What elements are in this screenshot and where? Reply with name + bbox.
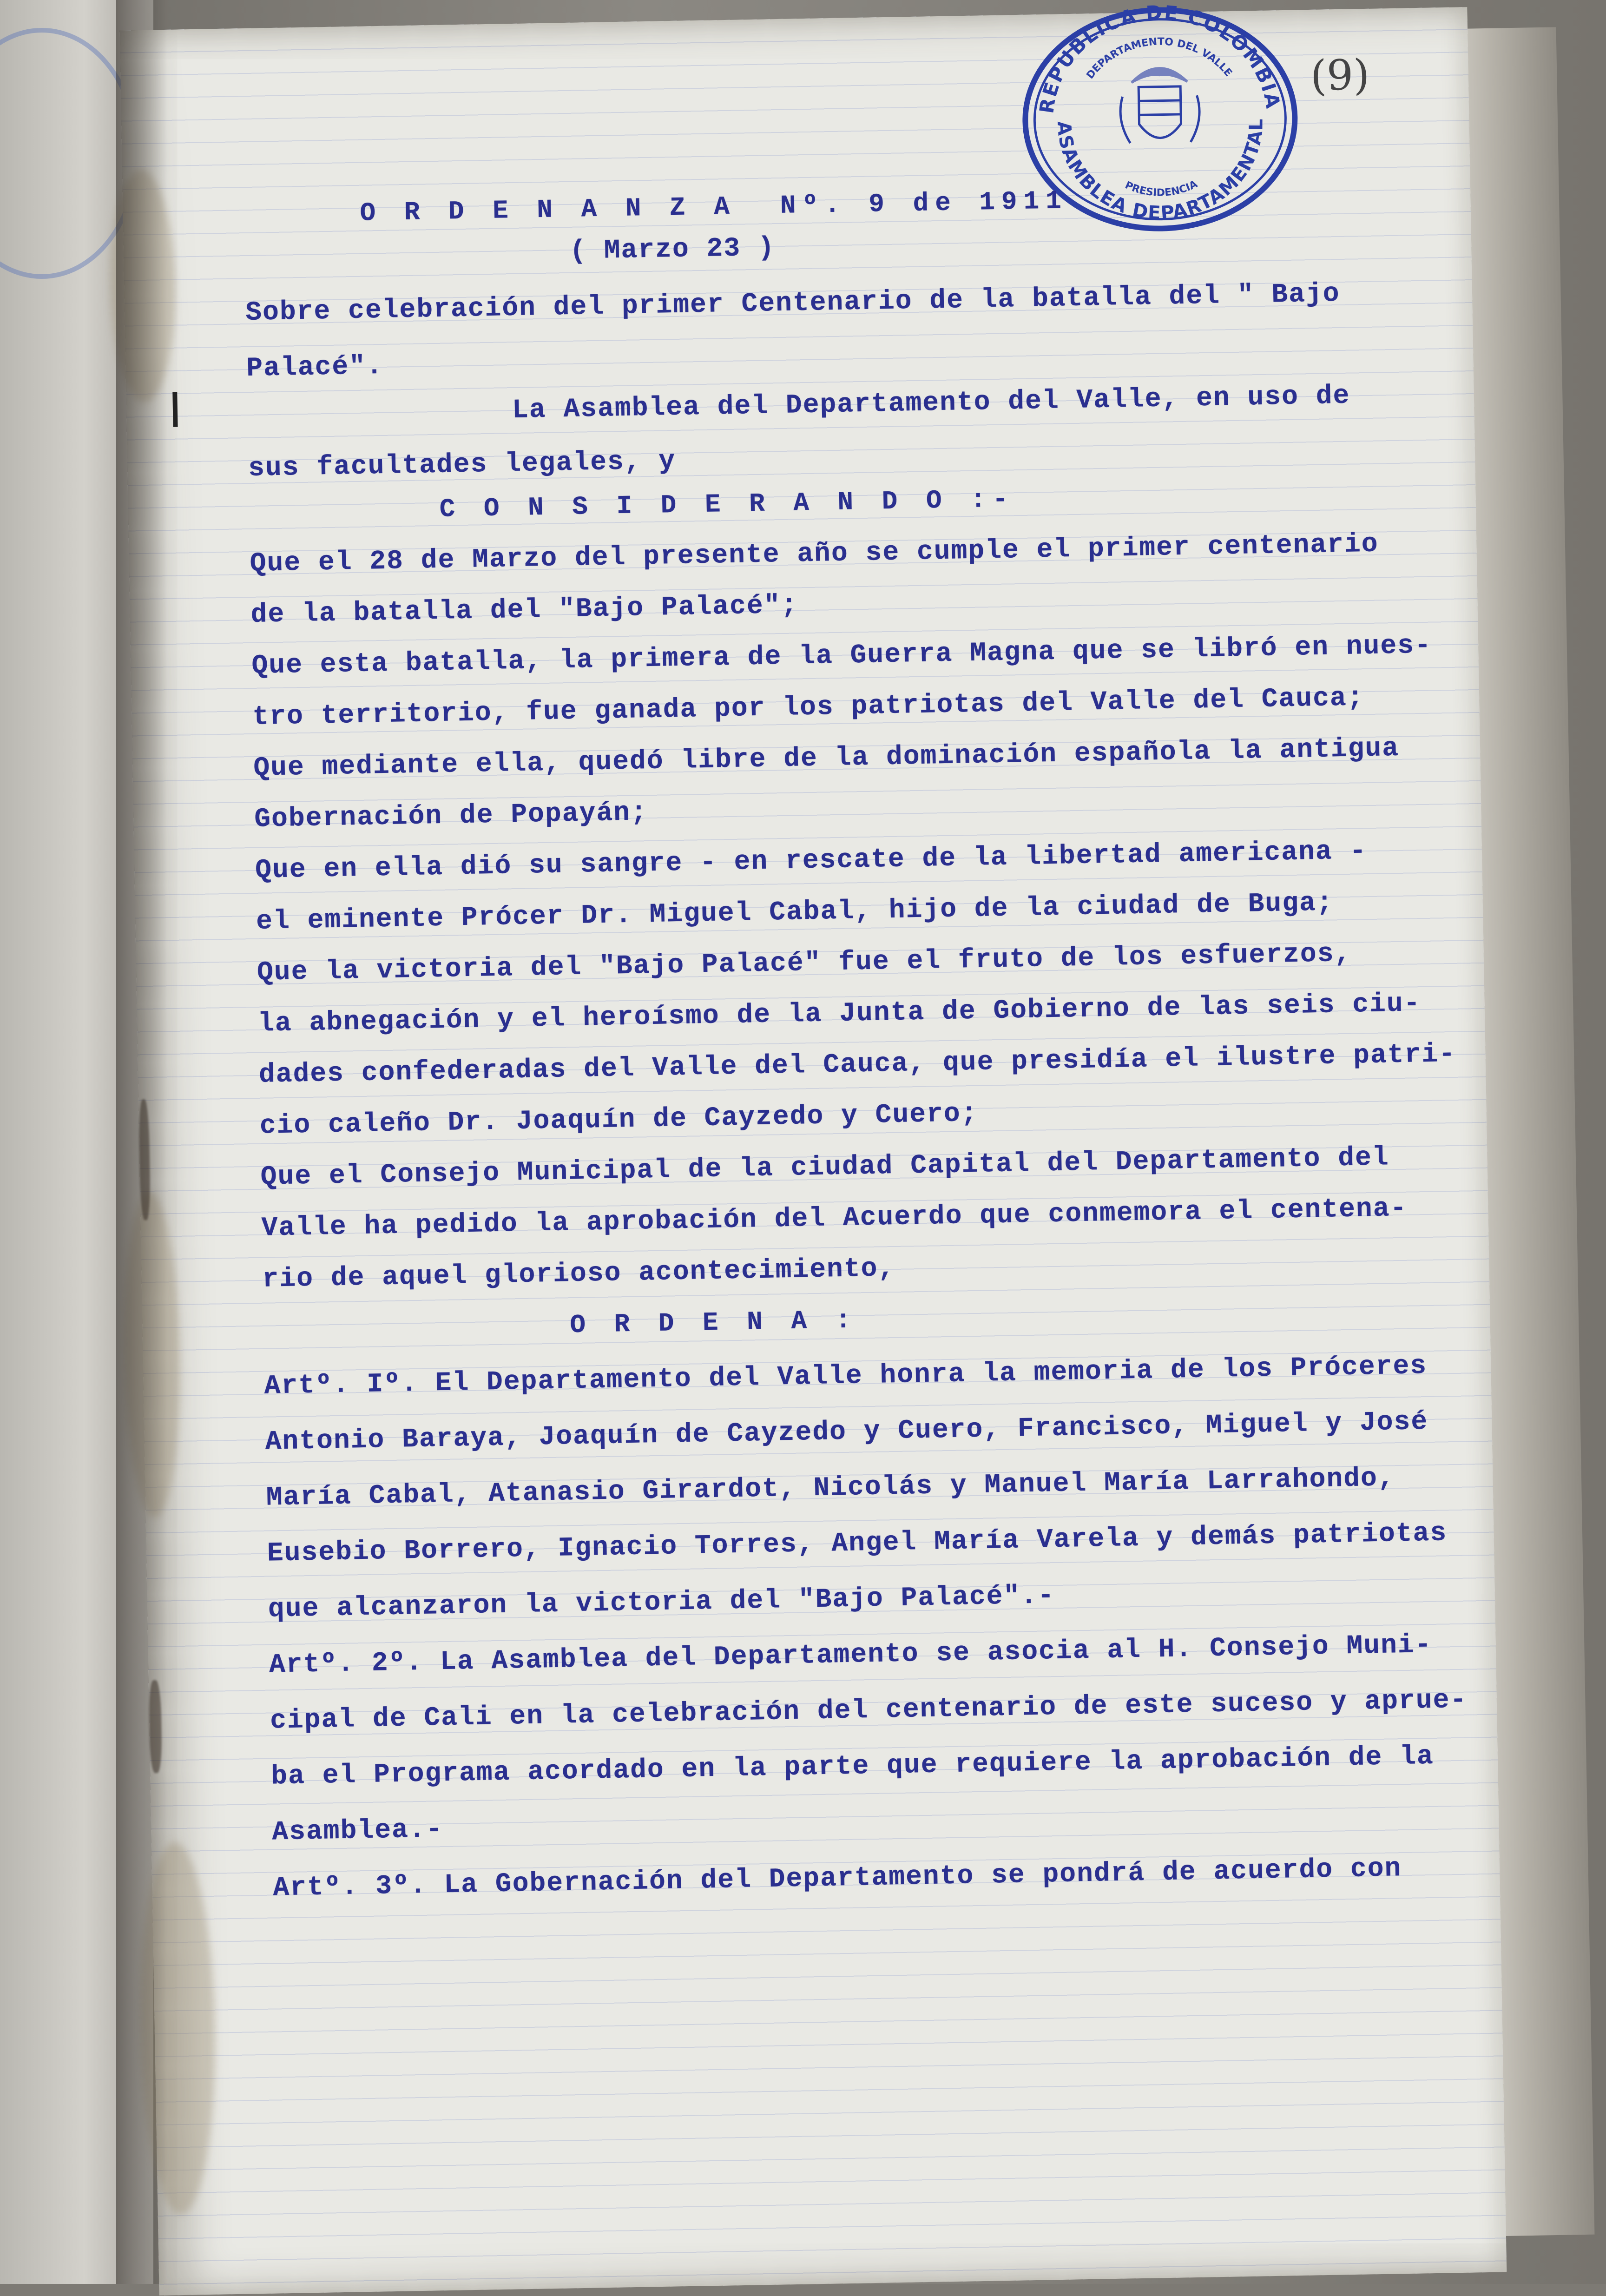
considerando-line: Valle ha pedido la aprobación del Acuerdo que conmemora el centena-	[261, 1193, 1408, 1244]
considerando-line: tro territorio, fue ganada por los patriotas del Valle del Cauca;	[252, 683, 1365, 732]
considerando-line: Gobernación de Popayán;	[254, 798, 648, 835]
considerando-line: Que esta batalla, la primera de la Guerra Magna que se libró en nues-	[251, 630, 1432, 681]
article-line: que alcanzaron la victoria del "Bajo Palacé".-	[268, 1581, 1055, 1625]
considerando-line: de la batalla del "Bajo Palacé";	[250, 590, 798, 630]
considerando-heading: C O N S I D E R A N D O :-	[439, 484, 1015, 524]
article-line: Artº. 2º. La Asamblea del Departamento se asocia al H. Consejo Muni-	[269, 1630, 1433, 1681]
considerando-line: rio de aquel glorioso acontecimiento,	[262, 1253, 895, 1295]
subject-line-2: Palacé".	[246, 351, 384, 384]
seal-center-text: PRESIDENCIA	[1123, 178, 1200, 199]
ordinance-date: ( Marzo 23 )	[569, 233, 776, 267]
article-line: Antonio Baraya, Joaquín de Cayzedo y Cuero, Francisco, Miguel y José	[265, 1407, 1428, 1458]
considerando-line: dades confederadas del Valle del Cauca, que presidía el ilustre patri-	[258, 1039, 1456, 1090]
subject-line-1: Sobre celebración del primer Centenario de la batalla del " Bajo	[245, 278, 1341, 329]
considerando-line: la abnegación y el heroísmo de la Junta de Gobierno de las seis ciu-	[257, 989, 1422, 1039]
article-line: María Cabal, Atanasio Girardot, Nicolás y Manuel María Larrahondo,	[266, 1463, 1395, 1513]
article-line: Asamblea.-	[271, 1814, 443, 1848]
page-number-annotation: (9)	[1310, 50, 1370, 100]
ordinance-title: O R D E N A N Z A Nº. 9 de 1911	[360, 186, 1068, 228]
article-line: ba el Programa acordado en la parte que requiere la aprobación de la	[270, 1741, 1435, 1792]
margin-mark	[172, 392, 178, 427]
preamble-line-2: sus facultades legales, y	[248, 446, 676, 484]
considerando-line: Que el 28 de Marzo del presente año se cumple el primer centenario	[250, 529, 1379, 579]
considerando-line: Que la victoria del "Bajo Palacé" fue el fruto de los esfuerzos,	[257, 938, 1352, 988]
article-line: Artº. Iº. El Departamento del Valle honra la memoria de los Próceres	[264, 1351, 1428, 1402]
ordena-heading: O R D E N A :	[569, 1305, 858, 1340]
svg-text:PRESIDENCIA	[1123, 178, 1200, 199]
considerando-line: Que mediante ella, quedó libre de la dominación española la antigua	[253, 733, 1400, 784]
seal-inner-text: DEPARTAMENTO DEL VALLE	[1084, 36, 1234, 81]
document-page	[120, 1, 1507, 2296]
article-line: Artº. 3º. La Gobernación del Departamento se pondrá de acuerdo con	[272, 1854, 1402, 1904]
preamble-line-1: La Asamblea del Departamento del Valle, en uso de	[512, 381, 1350, 426]
considerando-line: cio caleño Dr. Joaquín de Cayzedo y Cuero;	[259, 1098, 979, 1141]
seal-bottom-text: ASAMBLEA DEPARTAMENTAL	[1053, 118, 1267, 224]
considerando-line: el eminente Prócer Dr. Miguel Cabal, hijo de la ciudad de Buga;	[256, 888, 1334, 937]
coat-of-arms-icon	[1119, 67, 1200, 143]
considerando-line: Que el Consejo Municipal de la ciudad Capital del Departamento del	[260, 1142, 1390, 1193]
svg-text:REPUBLICA DE COLOMBIA	[1033, 0, 1285, 115]
article-line: Eusebio Borrero, Ignacio Torres, Angel María Varela y demás patriotas	[267, 1518, 1448, 1569]
seal-outer-text: REPUBLICA DE COLOMBIA	[1035, 1, 1285, 115]
article-line: cipal de Cali en la celebración del centenario de este suceso y aprue-	[270, 1685, 1468, 1736]
considerando-line: Que en ella dió su sangre - en rescate de la libertad americana -	[255, 836, 1367, 886]
binding-shadow	[116, 0, 167, 2284]
